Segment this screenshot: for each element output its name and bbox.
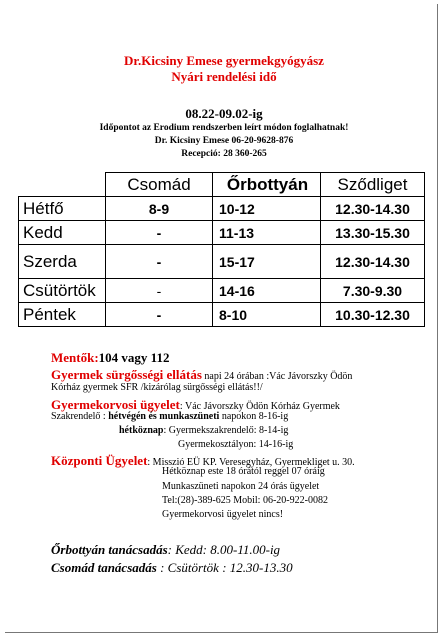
specialist-bold: hétvégén és munkaszüneti xyxy=(108,411,220,422)
emergency-label: Gyermek sürgősségi ellátás xyxy=(51,367,202,382)
central-duty-holiday: Munkaszüneti napokon 24 órás ügyelet xyxy=(162,481,320,492)
doctor-title: Dr.Kicsiny Emese gyermekgyógyász xyxy=(124,53,324,68)
pediatric-duty-text: : Vác Jávorszky Ödön Kórház Gyermek xyxy=(179,401,340,412)
ward-hours: Gyermekosztályon: 14-16-ig xyxy=(178,439,294,450)
time-cell: - xyxy=(106,221,213,245)
ambulance-line xyxy=(51,349,169,367)
time-cell: 7.30-9.30 xyxy=(321,279,425,303)
time-cell: 12.30-14.30 xyxy=(321,245,425,279)
emergency-text: napi 24 órában :Vác Jávorszky Ödön xyxy=(201,371,353,382)
time-cell: - xyxy=(106,303,213,327)
csomad-counseling-label: Csomád tanácsadás xyxy=(51,560,157,575)
orbottyan-counseling-time: : Kedd: 8.00-11.00-ig xyxy=(167,542,281,557)
time-cell: 8-9 xyxy=(106,197,213,221)
weekday-text: : Gyermekszakrendelő: 8-14-ig xyxy=(163,425,289,436)
column-header: Sződliget xyxy=(321,173,425,197)
day-cell: Kedd xyxy=(19,221,106,245)
central-duty-hours: Hétköznap este 18 órától reggel 07 óráig xyxy=(162,466,325,477)
date-range: 08.22-09.02-ig xyxy=(185,106,263,121)
time-cell: 13.30-15.30 xyxy=(321,221,425,245)
column-header: Csomád xyxy=(106,173,213,197)
time-cell: - xyxy=(106,279,213,303)
specialist-text: napokon 8-16-ig xyxy=(219,411,289,422)
ambulance-number: 104 vagy 112 xyxy=(98,350,170,365)
time-cell: 15-17 xyxy=(213,245,321,279)
emergency-text-2: Kórház gyermek SFR /kizárólag sürgősségi ellátás!!/ xyxy=(51,382,263,393)
table-row xyxy=(19,197,425,221)
time-cell: 8-10 xyxy=(213,303,321,327)
specialist-line xyxy=(51,411,288,422)
time-cell: 10-12 xyxy=(213,197,321,221)
csomad-counseling xyxy=(51,560,293,576)
no-pediatric-duty: Gyermekorvosi ügyelet nincs! xyxy=(162,509,284,520)
day-cell: Csütörtök xyxy=(19,279,106,303)
time-cell: 10.30-12.30 xyxy=(321,303,425,327)
day-cell: Szerda xyxy=(19,245,106,279)
booking-note: Időpontot az Erodium rendszerben leírt módon foglalhatnak! xyxy=(99,123,349,133)
time-cell: - xyxy=(106,245,213,279)
schedule-header-row xyxy=(19,173,425,197)
doctor-phone: Dr. Kicsiny Emese 06-20-9628-876 xyxy=(154,136,294,146)
weekday-label: hétköznap xyxy=(119,425,164,436)
central-duty-label: Központi Ügyelet xyxy=(51,453,148,468)
table-row xyxy=(19,245,425,279)
weekday-line xyxy=(119,425,288,436)
table-row xyxy=(19,303,425,327)
central-duty-phone: Tel:(28)-389-625 Mobil: 06-20-922-0082 xyxy=(162,495,328,506)
time-cell: 14-16 xyxy=(213,279,321,303)
header-blank xyxy=(19,173,106,197)
schedule-table xyxy=(18,172,425,327)
column-header: Őrbottyán xyxy=(213,173,321,197)
csomad-counseling-time: : Csütörtök : 12.30-13.30 xyxy=(156,560,293,575)
time-cell: 11-13 xyxy=(213,221,321,245)
specialist-label: Szakrendelő : xyxy=(51,411,109,422)
orbottyan-counseling xyxy=(51,542,280,558)
time-cell: 12.30-14.30 xyxy=(321,197,425,221)
table-row xyxy=(19,221,425,245)
reception-phone: Recepció: 28 360-265 xyxy=(181,149,267,159)
day-cell: Péntek xyxy=(19,303,106,327)
ambulance-label: Mentők: xyxy=(51,350,99,365)
table-row xyxy=(19,279,425,303)
day-cell: Hétfő xyxy=(19,197,106,221)
orbottyan-counseling-label: Őrbottyán tanácsadás xyxy=(51,542,168,557)
schedule-subtitle: Nyári rendelési idő xyxy=(171,69,277,84)
pediatric-duty-label: Gyermekorvosi ügyelet xyxy=(51,397,180,412)
central-duty-address: : Misszió EÜ KP. Veresegyház, Gyermekliget u. 30. xyxy=(147,457,355,468)
